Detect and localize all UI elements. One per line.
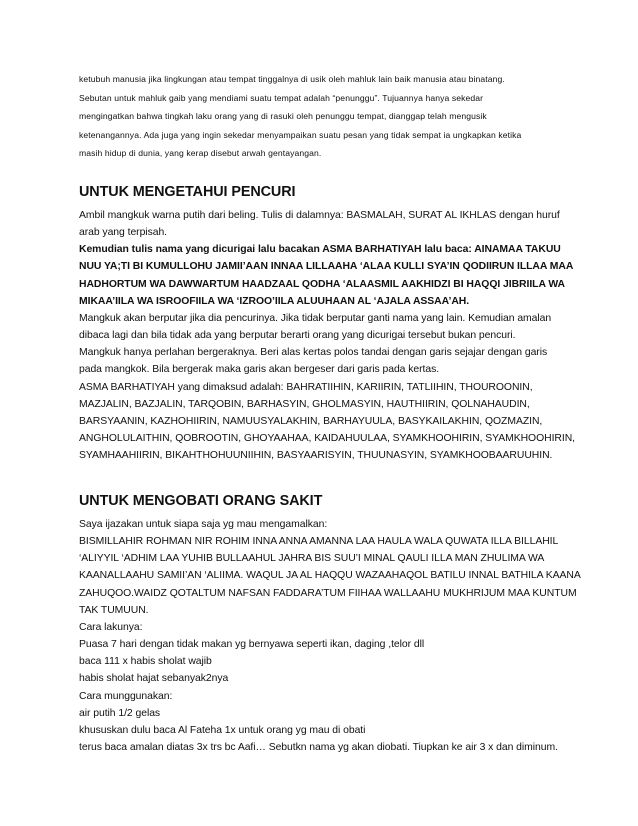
body-line: ZAHUQOO.WAIDZ QOTALTUM NAFSAN FADDARA’TUM FIIHAA WALLAAHU MUKHRIJUM MAA KUNTUM xyxy=(79,587,577,599)
body-line: khususkan dulu baca Al Fateha 1x untuk orang yg mau di obati xyxy=(79,724,366,736)
body-line: MAZJALIN, BAZJALIN, TARQOBIN, BARHASYIN, GHOLMASYIN, HAUTHIIRIN, QOLNAHAUDIN, xyxy=(79,398,530,410)
intro-line: Sebutan untuk mahluk gaib yang mendiami suatu tempat adalah “penunggu”. Tujuannya hanya sekedar xyxy=(79,92,484,103)
body-line: baca 111 x habis sholat wajib xyxy=(79,656,212,668)
document-page xyxy=(79,70,581,754)
body-line: dibaca lagi dan bila tidak ada yang berputar berarti orang yang dicurigai tersebut bukan pencuri. xyxy=(79,330,516,342)
body-line: Mangkuk akan berputar jika dia pencurinya. Jika tidak berputar ganti nama yang lain. Kemudian amalan xyxy=(79,312,552,324)
body-line: air putih 1/2 gelas xyxy=(79,707,161,719)
body-line: Cara lakunya: xyxy=(79,621,143,633)
body-line: BARSYAANIN, KAZHOHIIRIN, NAMUUSYALAKHIN, BARHAYUULA, BASYKAILAKHIN, QOZMAZIN, xyxy=(79,415,543,427)
section-heading: UNTUK MENGETAHUI PENCURI xyxy=(79,184,296,200)
body-line: Cara munggunakan: xyxy=(79,690,173,702)
body-line: Saya ijazakan untuk siapa saja yg mau mengamalkan: xyxy=(79,519,328,530)
section-body xyxy=(79,207,575,464)
body-line: Ambil mangkuk warna putih dari beling. Tulis di dalamnya: BASMALAH, SURAT AL IKHLAS dengan huruf xyxy=(79,210,560,221)
section-mengobati-orang-sakit xyxy=(79,492,581,756)
intro-paragraph xyxy=(79,70,563,163)
body-line: NUU YA;TI BI KUMULLOHU JAMII’AAN INNAA LILLAAHA ‘ALAA KULLI SYA’IN QODIIRUN ILLAA MAA xyxy=(79,261,574,273)
intro-line: ketubuh manusia jika lingkungan atau tempat tinggalnya di usik oleh mahluk lain baik manusia atau binatang. xyxy=(79,74,505,84)
body-line: ASMA BARHATIYAH yang dimaksud adalah: BAHRATIIHIN, KARIIRIN, TATLIIHIN, THOUROONIN, xyxy=(79,381,533,393)
body-line: KAANALLAAHU SAMII’AN ‘ALIIMA. WAQUL JA AL HAQQU WAZAAHAQOL BATILU INNAL BATHILA KAANA xyxy=(79,570,581,582)
body-line: Kemudian tulis nama yang dicurigai lalu bacakan ASMA BARHATIYAH lalu baca: AINAMAA TAKUU xyxy=(79,244,561,256)
intro-line: ketenangannya. Ada juga yang ingin sekedar menyampaikan suatu pesan yang tidak sempat ia ungkapkan ketika xyxy=(79,129,522,140)
body-line: Puasa 7 hari dengan tidak makan yg bernyawa seperti ikan, daging ,telor dll xyxy=(79,639,425,651)
intro-line: masih hidup di dunia, yang kerap disebut arwah gentayangan. xyxy=(79,148,322,159)
body-line: pada mangkok. Bila bergerak maka garis akan bergeser dari garis pada kertas. xyxy=(79,364,440,376)
body-line: ANGHOLULAITHIN, QOBROOTIN, GHOYAAHAA, KAIDAHUULAA, SYAMKHOOHIRIN, SYAMKHOOHIRIN, xyxy=(79,433,575,445)
body-line: ‘ALIYYIL ‘ADHIM LAA YUHIB BULLAAHUL JAHRA BIS SUU’I MINAL QAULI ILLA MAN ZHULIMA WA xyxy=(79,553,545,565)
body-line: HADHORTUM WA DAWWARTUM HAADZAAL QODHA ‘ALAASMIL AAKHIDZI BI HAQQI JIBRIILA WA xyxy=(79,278,566,290)
body-line: habis sholat hajat sebanyak2nya xyxy=(79,673,229,685)
section-body xyxy=(79,516,581,756)
body-line: BISMILLAHIR ROHMAN NIR ROHIM INNA ANNA AMANNA LAA HAULA WALA QUWATA ILLA BILLAHIL xyxy=(79,536,559,548)
intro-line: mengingatkan bahwa tingkah laku orang yang di rasuki oleh penunggu tempat, dianggap telah mengusik xyxy=(79,111,487,122)
body-line: MIKAA’IILA WA ISROOFIILA WA ‘IZROO’IILA ALUUHAAN AL ‘AJALA ASSAA’AH. xyxy=(79,295,470,307)
section-mengetahui-pencuri xyxy=(79,183,575,464)
body-line: terus baca amalan diatas 3x trs bc Aafi… Sebutkn nama yg akan diobati. Tiupkan ke air 3 x dan diminum. xyxy=(79,742,558,754)
body-line: arab yang terpisah. xyxy=(79,227,168,239)
body-line: Mangkuk hanya perlahan bergeraknya. Beri alas kertas polos tandai dengan garis sejajar dengan garis xyxy=(79,347,548,359)
body-line: SYAMHAAHIIRIN, BIKAHTHOHUUNIIHIN, BASYAARISYIN, THUUNASYIN, SYAMKHOOBAARUUHIN. xyxy=(79,450,553,462)
body-line: TAK TUMUUN. xyxy=(79,604,149,616)
section-heading: UNTUK MENGOBATI ORANG SAKIT xyxy=(79,493,323,509)
